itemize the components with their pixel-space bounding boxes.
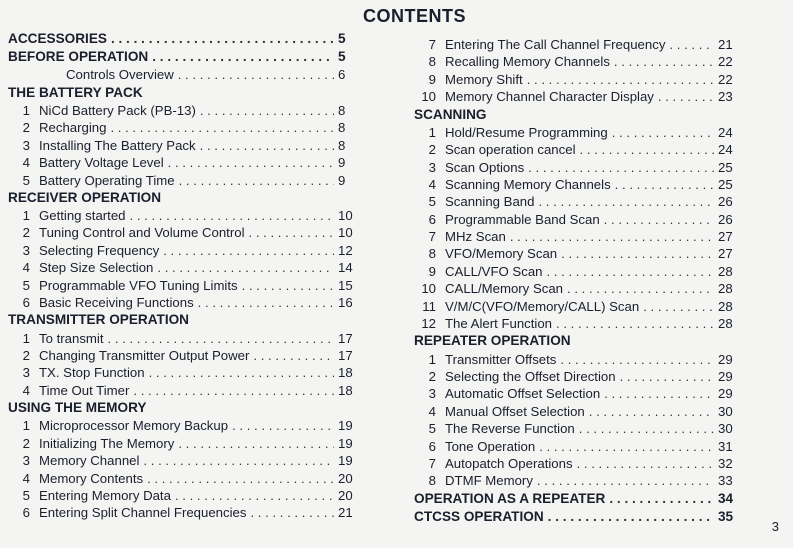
toc-entry-accessories[interactable] [8,30,356,48]
entry-label: Tuning Control and Volume Control [39,225,245,241]
toc-entry-to-transmit[interactable] [8,330,356,347]
entry-label: Battery Voltage Level [39,155,164,171]
entry-page-number: 27 [718,229,733,245]
leader-dots [546,263,714,280]
leader-dots [614,53,714,70]
leader-dots [108,330,335,347]
section-heading-using-the-memory: USING THE MEMORY [8,400,147,416]
entry-page-number: 17 [338,330,353,346]
entry-number: 12 [421,316,436,332]
entry-number: 2 [22,225,30,241]
page-title: CONTENTS [363,6,466,26]
leader-dots [242,277,334,294]
entry-page-number: 34 [718,490,734,506]
entry-page-number: 9 [338,172,346,188]
toc-entry-the-reverse-function[interactable] [414,420,736,437]
entry-page-number: 10 [338,208,353,224]
entry-page-number: 33 [718,473,733,489]
entry-label: ACCESSORIES [8,31,107,46]
leader-dots [249,224,335,241]
leader-dots [527,71,714,88]
toc-right-column [414,36,736,526]
toc-entry-basic-receiving-functions[interactable] [8,294,356,311]
entry-number: 6 [428,211,436,227]
entry-number: 7 [428,37,436,52]
leader-dots [604,211,714,228]
leader-dots [250,504,334,521]
entry-number: 10 [421,281,436,297]
leader-dots [556,315,714,332]
entry-page-number: 19 [338,453,353,469]
page-number: 3 [771,519,779,534]
entry-label: Scanning Memory Channels [445,176,611,192]
entry-page-number: 26 [718,211,733,227]
entry-label: Tone Operation [445,438,536,454]
entry-number: 2 [22,435,30,451]
entry-page-number: 32 [718,455,733,471]
entry-number: 3 [22,453,30,469]
entry-page-number: 28 [718,298,733,314]
entry-label: Entering Split Channel Frequencies [39,505,247,521]
entry-label: Scan Options [445,159,525,175]
entry-page-number: 18 [338,382,353,398]
toc-entry-hold-resume-programming[interactable] [414,124,736,141]
toc-entry-dtmf-memory[interactable] [414,472,736,489]
leader-dots [510,228,714,245]
entry-number: 4 [22,382,30,398]
leader-dots [130,207,335,224]
leader-dots [168,154,334,171]
leader-dots [580,141,715,158]
entry-label: Step Size Selection [39,260,154,276]
leader-dots [669,36,714,53]
entry-number: 9 [428,263,436,279]
section-heading-repeater-operation: REPEATER OPERATION [414,333,571,349]
toc-entry-installing-the-battery-pack[interactable] [8,137,356,154]
toc-entry-mhz-scan[interactable] [414,228,736,245]
toc-entry-the-alert-function[interactable] [414,315,736,332]
entry-page-number: 14 [338,260,353,276]
entry-page-number: 8 [338,120,346,136]
entry-number: 2 [22,120,30,136]
leader-dots [111,30,334,48]
entry-page-number: 31 [718,438,733,454]
entry-page-number: 22 [718,71,733,87]
entry-label: Memory Channel [39,453,140,469]
toc-entry-before-operation[interactable] [8,48,356,66]
entry-page-number: 18 [338,365,353,381]
entry-page-number: 25 [718,176,733,192]
leader-dots [537,472,714,489]
entry-label: Programmable Band Scan [445,211,600,227]
leader-dots [548,508,714,526]
entry-label: Manual Offset Selection [445,403,585,419]
entry-page-number: 5 [338,49,346,65]
leader-dots [643,298,714,315]
entry-page-number: 30 [718,403,733,419]
entry-label: Entering The Call Channel Frequency [445,37,666,52]
entry-label: Entering Memory Data [39,487,171,503]
entry-number: 11 [422,298,436,314]
entry-number: 10 [421,89,436,105]
toc-entry-programmable-vfo-tuning-limits[interactable] [8,277,356,294]
entry-label: Getting started [39,208,126,224]
toc-entry-ctcss-operation[interactable] [414,508,736,526]
toc-entry-controls-overview[interactable] [8,66,356,83]
leader-dots [200,102,334,119]
entry-number: 1 [22,208,30,224]
section-heading-the-battery-pack: THE BATTERY PACK [8,84,143,100]
toc-entry-tuning-control-and-volume-control[interactable] [8,224,356,241]
entry-page-number: 22 [718,54,733,70]
toc-entry-scanning-memory-channels[interactable] [414,176,736,193]
entry-label: Memory Contents [39,470,144,486]
toc-entry-programmable-band-scan[interactable] [414,211,736,228]
entry-page-number: 15 [338,277,353,293]
leader-dots [163,242,334,259]
entry-number: 4 [22,155,30,171]
toc-entry-scan-options[interactable] [414,159,736,176]
entry-number: 1 [428,124,436,140]
entry-label: V/M/C(VFO/Memory/CALL) Scan [445,298,640,314]
leader-dots [612,124,714,141]
entry-page-number: 23 [718,89,733,105]
toc-entry-call-memory-scan[interactable] [414,280,736,297]
entry-page-number: 21 [718,37,733,52]
toc-entry-changing-transmitter-output-power[interactable] [8,347,356,364]
leader-dots [152,48,334,66]
leader-dots [615,176,714,193]
leader-dots [560,351,714,368]
leader-dots [110,119,334,136]
entry-number: 3 [22,365,30,381]
entry-number: 4 [22,260,30,276]
entry-page-number: 10 [338,225,353,241]
entry-label: MHz Scan [445,229,506,245]
entry-page-number: 35 [718,508,734,524]
entry-number: 5 [22,277,30,293]
leader-dots [579,420,714,437]
toc-entry-selecting-the-offset-direction[interactable] [414,368,736,385]
toc-entry-battery-voltage-level[interactable] [8,154,356,171]
entry-number: 3 [428,159,436,175]
entry-number: 9 [428,71,436,87]
entry-page-number: 16 [338,295,353,311]
entry-page-number: 20 [338,470,353,486]
entry-page-number: 19 [338,418,353,434]
entry-page-number: 29 [718,386,733,402]
leader-dots [253,347,334,364]
entry-label: Controls Overview [66,67,174,83]
entry-label: OPERATION AS A REPEATER [414,490,606,506]
entry-label: Hold/Resume Programming [445,124,608,140]
toc-entry-scan-operation-cancel[interactable] [414,141,736,158]
leader-dots [567,280,714,297]
entry-label: Changing Transmitter Output Power [39,348,250,364]
entry-label: BEFORE OPERATION [8,49,149,65]
entry-label: Selecting the Offset Direction [445,369,616,385]
entry-page-number: 28 [718,281,733,297]
entry-label: Installing The Battery Pack [39,137,196,153]
toc-entry-microprocessor-memory-backup[interactable] [8,417,356,434]
section-heading-transmitter-operation: TRANSMITTER OPERATION [8,312,189,328]
toc-entry-time-out-timer[interactable] [8,382,356,399]
entry-number: 3 [22,137,30,153]
entry-number: 4 [22,470,30,486]
entry-page-number: 29 [718,369,733,385]
entry-label: Initializing The Memory [39,435,175,451]
section-heading-receiver-operation: RECEIVER OPERATION [8,189,162,205]
entry-label: CALL/VFO Scan [445,263,543,279]
toc-entry-battery-operating-time[interactable] [8,172,356,189]
leader-dots [133,382,334,399]
leader-dots [538,193,714,210]
leader-dots [604,385,714,402]
entry-label: Transmitter Offsets [445,351,557,367]
entry-label: VFO/Memory Scan [445,246,558,262]
entry-number: 1 [428,351,436,367]
leader-dots [589,403,714,420]
toc-entry-memory-channel-character-display[interactable] [414,88,736,105]
toc-entry-initializing-the-memory[interactable] [8,435,356,452]
entry-page-number: 6 [338,67,346,83]
entry-label: The Reverse Function [445,421,575,437]
toc-entry-automatic-offset-selection[interactable] [414,385,736,402]
entry-number: 8 [428,246,436,262]
toc-entry-v-m-c-vfo-memory-call-scan[interactable] [414,298,736,315]
entry-number: 5 [22,487,30,503]
entry-number: 3 [22,242,30,258]
toc-entry-tone-operation[interactable] [414,438,736,455]
leader-dots [178,66,334,83]
entry-page-number: 8 [338,137,346,153]
toc-entry-entering-split-channel-frequencies[interactable] [8,504,356,521]
entry-label: CTCSS OPERATION [414,508,544,524]
leader-dots [200,137,334,154]
section-heading-scanning: SCANNING [414,106,487,122]
entry-page-number: 28 [718,263,733,279]
toc-entry-entering-the-call-channel-frequency[interactable] [414,36,736,53]
entry-label: Selecting Frequency [39,242,160,258]
entry-page-number: 21 [338,505,353,521]
entry-label: Time Out Timer [39,382,130,398]
entry-page-number: 24 [718,142,733,158]
leader-dots [577,455,714,472]
entry-page-number: 27 [718,246,733,262]
entry-number: 7 [428,229,436,245]
entry-number: 2 [428,142,436,158]
entry-label: DTMF Memory [445,473,533,489]
entry-label: Scanning Band [445,194,535,210]
entry-label: The Alert Function [445,316,553,332]
toc-entry-memory-channel[interactable] [8,452,356,469]
entry-number: 1 [22,418,30,434]
entry-page-number: 5 [338,31,346,46]
entry-number: 4 [428,176,436,192]
leader-dots [179,172,334,189]
entry-number: 6 [22,505,30,521]
entry-label: Autopatch Operations [445,455,573,471]
entry-number: 7 [428,455,436,471]
entry-number: 8 [428,473,436,489]
leader-dots [609,490,714,508]
leader-dots [143,452,334,469]
entry-label: Recalling Memory Channels [445,54,610,70]
entry-number: 6 [22,295,30,311]
leader-dots [620,368,714,385]
toc-entry-recalling-memory-channels[interactable] [414,53,736,70]
entry-number: 5 [428,194,436,210]
leader-dots [539,438,714,455]
toc-entry-scanning-band[interactable] [414,193,736,210]
entry-number: 5 [22,172,30,188]
toc-entry-manual-offset-selection[interactable] [414,403,736,420]
toc-entry-transmitter-offsets[interactable] [414,351,736,368]
toc-entry-autopatch-operations[interactable] [414,455,736,472]
entry-number: 1 [22,102,30,118]
toc-entry-selecting-frequency[interactable] [8,242,356,259]
entry-page-number: 12 [338,242,353,258]
entry-number: 5 [428,421,436,437]
entry-label: Programmable VFO Tuning Limits [39,277,238,293]
toc-entry-step-size-selection[interactable] [8,259,356,276]
entry-number: 4 [428,403,436,419]
entry-number: 8 [428,54,436,70]
entry-label: Battery Operating Time [39,172,175,188]
entry-page-number: 20 [338,487,353,503]
entry-page-number: 29 [718,351,733,367]
leader-dots [157,259,334,276]
toc-entry-memory-contents[interactable] [8,470,356,487]
leader-dots [149,364,334,381]
entry-label: TX. Stop Function [39,365,145,381]
leader-dots [147,470,334,487]
toc-entry-getting-started[interactable] [8,207,356,224]
entry-page-number: 30 [718,421,733,437]
entry-number: 3 [428,386,436,402]
toc-entry-recharging[interactable] [8,119,356,136]
entry-number: 1 [22,330,30,346]
toc-entry-entering-memory-data[interactable] [8,487,356,504]
entry-page-number: 25 [718,159,733,175]
entry-label: To transmit [39,330,104,346]
entry-label: Memory Shift [445,71,523,87]
entry-label: NiCd Battery Pack (PB-13) [39,102,196,118]
toc-entry-tx-stop-function[interactable] [8,364,356,381]
entry-page-number: 17 [338,348,353,364]
entry-label: Scan operation cancel [445,142,576,158]
entry-number: 6 [428,438,436,454]
entry-page-number: 24 [718,124,733,140]
entry-label: Basic Receiving Functions [39,295,194,311]
entry-label: Automatic Offset Selection [445,386,601,402]
toc-entry-call-vfo-scan[interactable] [414,263,736,280]
entry-page-number: 8 [338,102,346,118]
leader-dots [658,88,714,105]
leader-dots [178,435,334,452]
entry-page-number: 19 [338,435,353,451]
entry-label: Memory Channel Character Display [445,89,654,105]
toc-entry-vfo-memory-scan[interactable] [414,245,736,262]
entry-label: Recharging [39,120,107,136]
toc-entry-memory-shift[interactable] [414,71,736,88]
leader-dots [561,245,714,262]
leader-dots [232,417,334,434]
entry-number: 2 [428,369,436,385]
toc-entry-operation-as-a-repeater[interactable] [414,490,736,508]
entry-page-number: 26 [718,194,733,210]
entry-label: CALL/Memory Scan [445,281,563,297]
entry-number: 2 [22,348,30,364]
toc-left-column [8,30,356,522]
leader-dots [198,294,334,311]
leader-dots [528,159,714,176]
leader-dots [175,487,334,504]
toc-entry-nicd-battery-pack-pb-13[interactable] [8,102,356,119]
entry-label: Microprocessor Memory Backup [39,418,229,434]
entry-page-number: 28 [718,316,733,332]
entry-page-number: 9 [338,155,346,171]
